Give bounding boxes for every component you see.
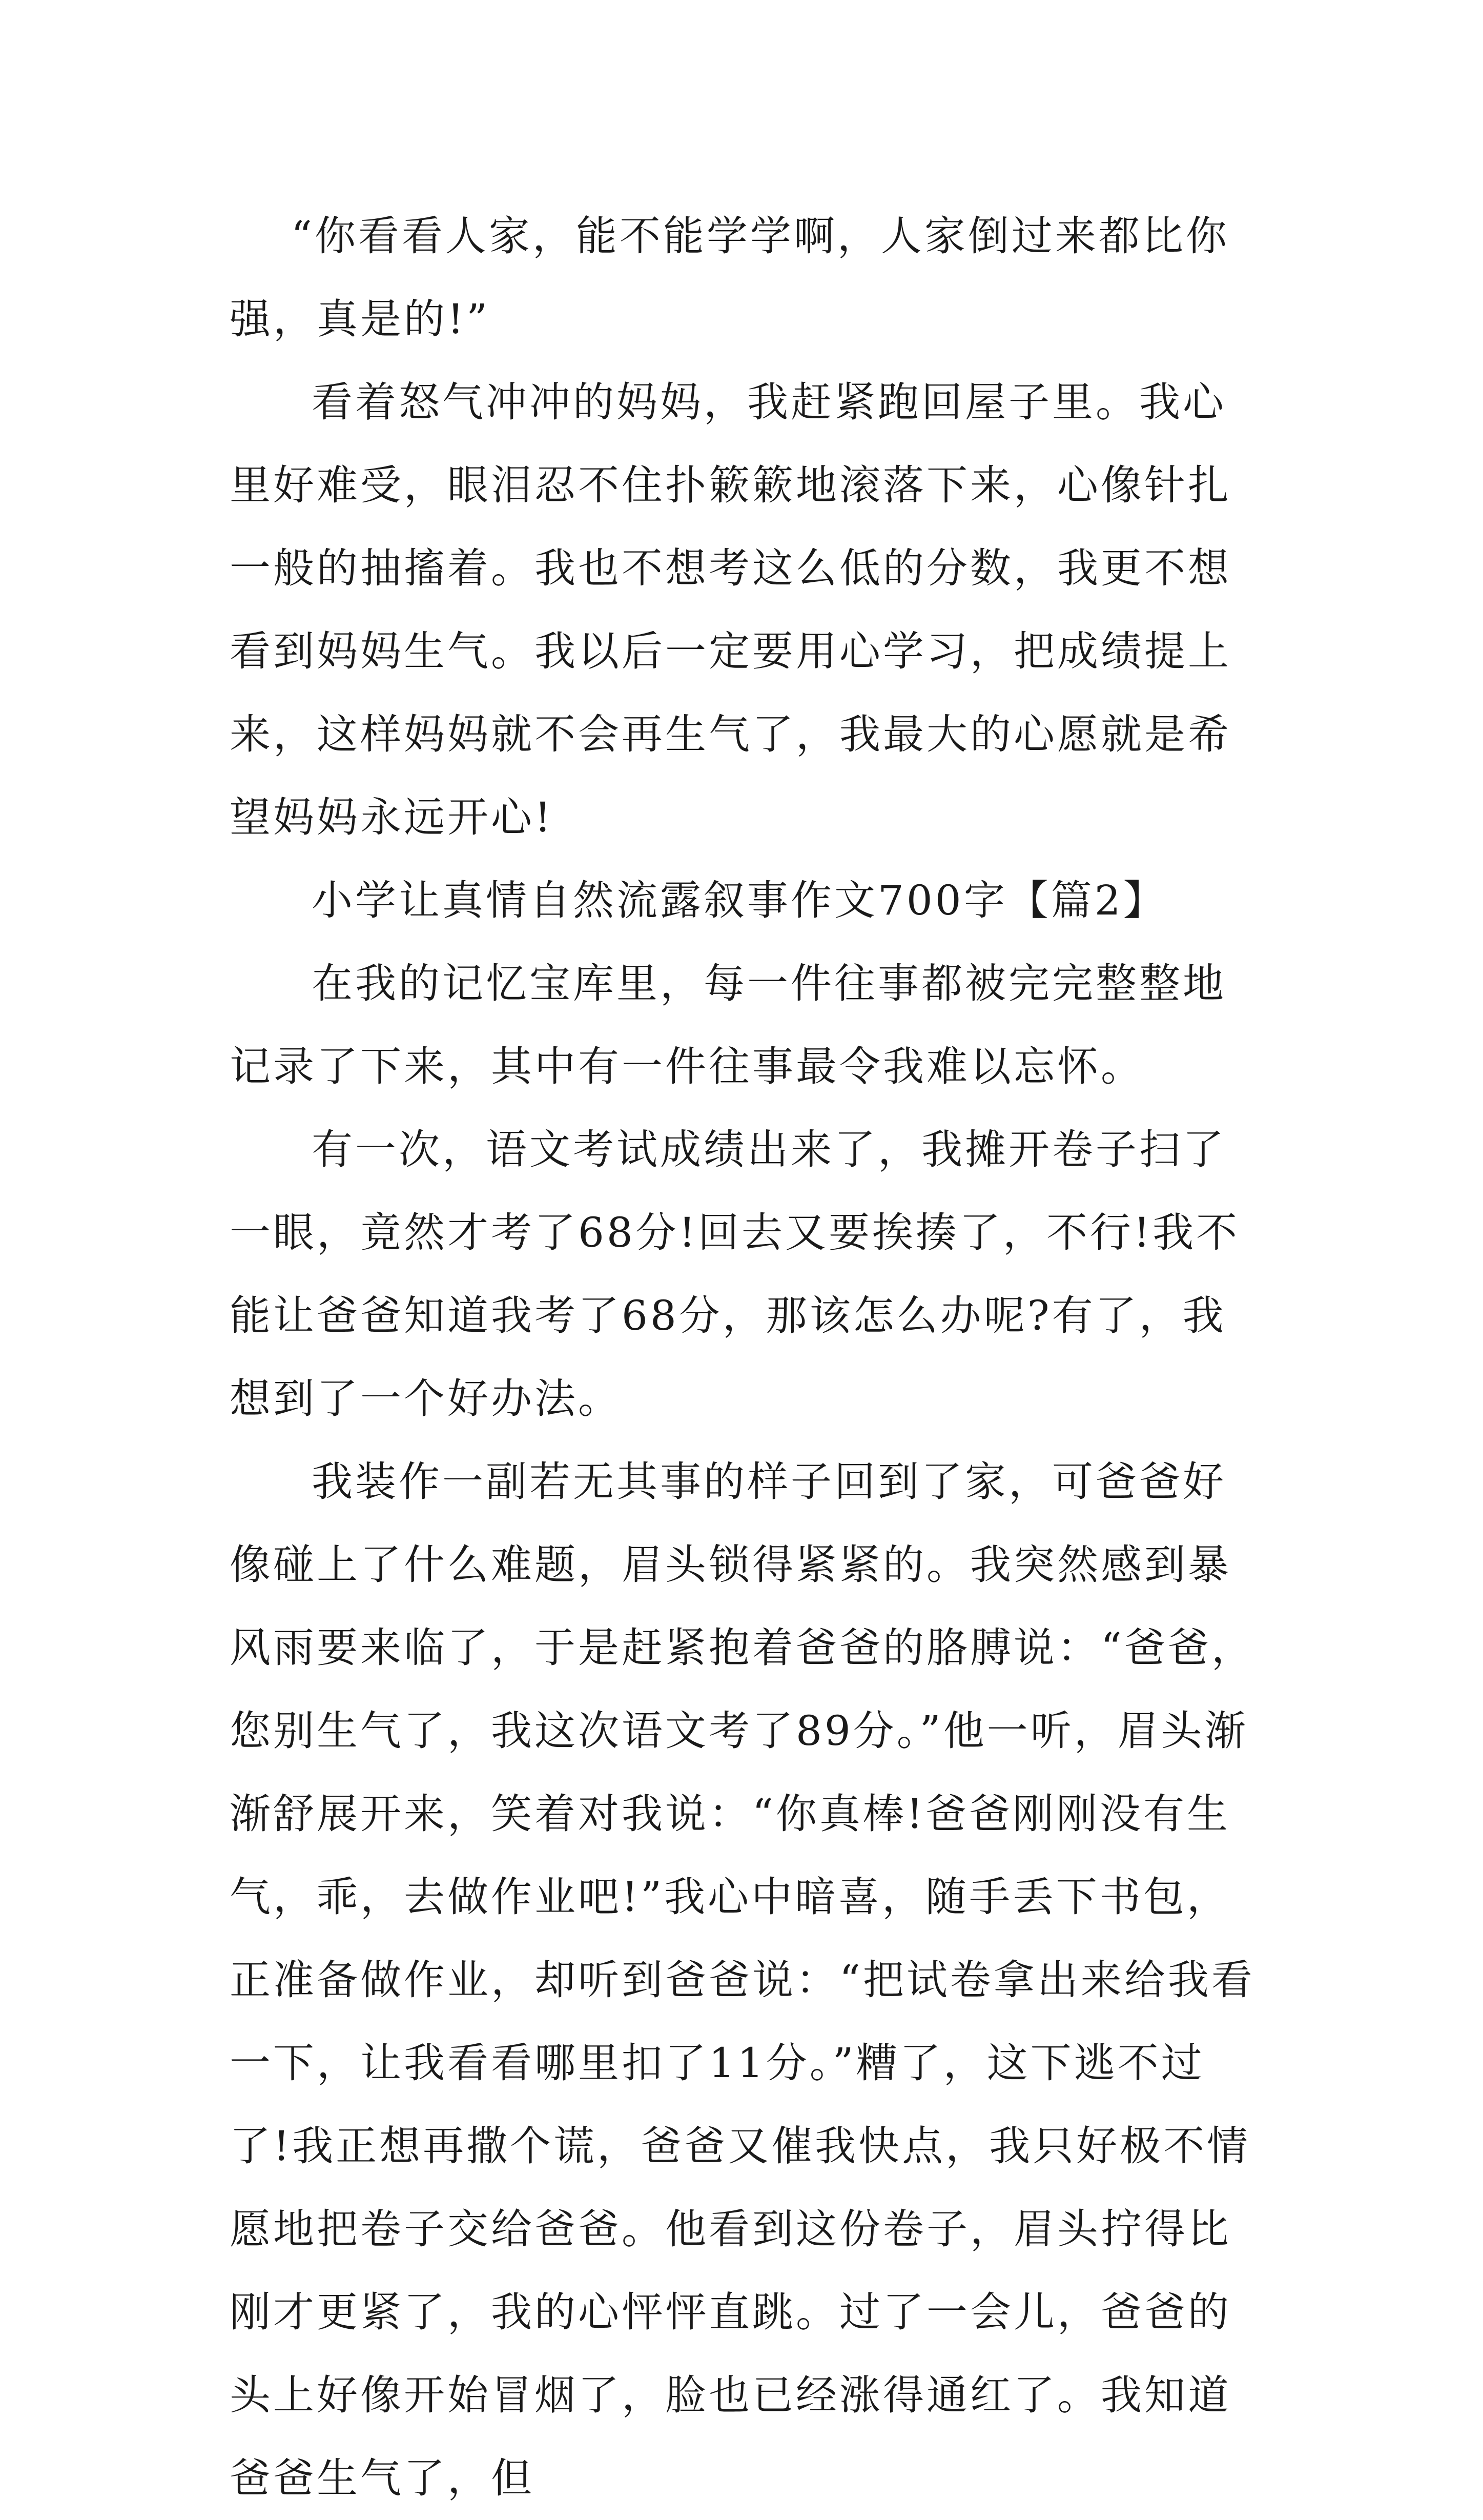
paragraph-lie-to-father: 我装作一副若无其事的样子回到了家，可爸爸好像碰上了什么难题，眉头锁得紧紧的。我突然感到暴风雨要来临了，于是赶紧抱着爸爸的胳膊说：“爸爸，您别生气了，我这次语文考了89分。”他一听，眉头渐渐舒展开来，笑着对我说：“你真棒!爸爸刚刚没有生气，乖，去做作业吧!”我心中暗喜，随手丢下书包，正准备做作业，却听到爸爸说：“把试卷拿出来给我看一下，让我看看哪里扣了11分。”糟了，这下逃不过了!我正想再撒个谎，爸爸又催我快点，我只好极不情愿地把卷子交给爸爸。他看到这份卷子，眉头拧得比刚才更紧了，我的心怦怦直跳。过了一会儿，爸爸的头上好像开始冒烟了，脸也已经涨得通红了。我知道爸爸生气了，但 [230,1458,1255,2502]
document-body [230,195,1265,2520]
paragraph-memory-treasury: 在我的记忆宝库里，每一件往事都被完完整整地记录了下来，其中有一件往事最令我难以忘怀。 [230,960,1226,1090]
section-heading-part-2: 小学让真情自然流露叙事作文700字【篇2】 [312,877,1167,924]
paragraph-mother-quote: “你看看人家，能不能学学啊，人家倒过来都比你强，真是的!” [230,212,1229,343]
paragraph-ran-to-room: 看着怒气冲冲的妈妈，我赶紧跑回屋子里。我心里好难受，眼泪忍不住扑簌簌地滚落下来，心像针扎一般的抽搐着。我也不想考这么低的分数，我更不想看到妈妈生气。我以后一定要用心学习，把成绩提上来，这样妈妈就不会再生气了，我最大的心愿就是希望妈妈永远开心! [230,378,1231,841]
paragraph-exam-score: 有一次，语文考试成绩出来了，我摊开卷子扫了一眼，竟然才考了68分!回去又要挨揍了，不行!我不能让爸爸知道我考了68分，那该怎么办呢?有了，我想到了一个好办法。 [230,1126,1240,1422]
